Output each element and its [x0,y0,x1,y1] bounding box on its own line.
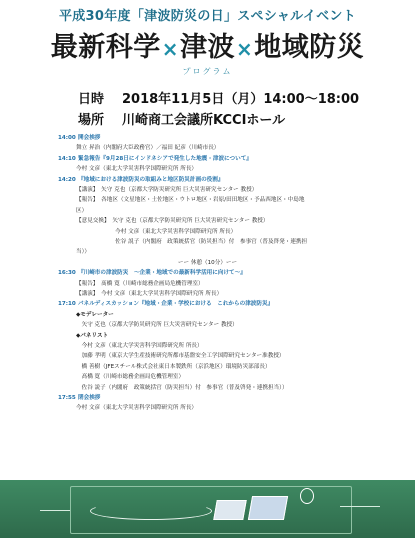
program-time: 17:55 [58,395,76,401]
program-row [76,311,114,320]
program-text: 今村 文彦（東北大学災害科学国際研究所 所長） [76,343,203,349]
program-text: ーー 休憩（10分）ーー [177,259,238,266]
tablet-device [213,500,247,520]
program-text: 【意見交換】 矢守 克也（京都大学防災研究所 巨大災害研究センター 教授） [76,218,269,225]
tablet-device [248,496,288,520]
program-row [76,321,238,330]
footer-illustration [0,480,415,538]
program-text: パネルディスカッション『地域・企業・学校における これからの津波防災』 [78,301,274,308]
program-text: 緊急報告『9月28日にインドネシアで発生した地震・津波について』 [78,155,252,162]
program-text: 佐谷 説子（内閣府 政策統括官（防災担当）付 参事官（普及啓発・連携担当）） [76,384,288,391]
header-subtitle: 平成30年度「津波防災の日」スペシャルイベント [58,9,357,24]
program-row [76,404,197,413]
program-row [0,259,415,268]
place-value: 川崎商工会議所KCCIホール [122,113,286,128]
program-row [76,248,90,257]
program-label: プログラム [182,67,233,76]
program-time: 14:10 [58,155,76,162]
program-text: 今村 文彦（東北大学災害科学国際研究所 所長） [76,166,198,173]
program-row [76,196,304,205]
program-row [76,207,87,216]
times-sign: × [236,37,254,61]
program-row [58,394,100,403]
program-row [76,280,204,289]
title-part-science: 最新科学 [50,32,161,63]
date-key: 日時 [78,92,105,107]
place-key: 場所 [78,113,105,128]
program-row [76,384,288,393]
program-row [58,269,246,278]
program-text: 『地域における津波防災の取組みと地区防災計画の役割』 [78,176,224,183]
program-row [76,290,222,299]
program-text: 髙橋 寛（川崎市総務企画局危機管理室） [76,374,185,381]
program-text: 【報告】 髙橋 寛（川崎市総務企画局危機管理室） [76,280,204,287]
program-time: 17:10 [58,301,76,308]
program-row [76,352,285,361]
program-text: 今村 文彦（東北大学災害科学国際研究所 所長） [76,228,237,235]
program-text: 【報告】 各地区（文星地区・土佐地区・ウトロ地区・岩原/田田地区・予品西地区・中島地 [76,197,305,204]
program-text: 【講演】 今村 文彦（東北大学災害科学国際研究所 所長） [76,291,223,297]
place-line [78,109,285,128]
program-row [76,217,269,226]
program-row [58,176,223,185]
program-text: 矢守 克也（京都大学防災研究所 巨大災害研究センター 教授） [76,322,238,329]
chalk-line [340,506,380,507]
date-line [78,88,359,107]
title-part-tsunami: 津波 [180,32,235,63]
program-row [76,373,184,382]
program-time: 14:20 [58,176,76,183]
program-row [76,342,203,351]
program-text: 開会挨拶 [78,135,101,141]
wave-drawing [90,502,212,520]
chalk-line [40,510,70,511]
program-row [58,134,100,143]
program-row [58,300,273,309]
program-text: 閉会挨拶 [78,395,101,401]
program-row [76,186,257,195]
program-text: ◆パネリスト [76,332,109,339]
program-text: 舞立 昇治（内閣府大臣政務官）／福田 紀彦（川崎市長） [76,145,220,152]
program-text: 加藤 孝明（東京大学生産技術研究所都市基盤安全工学国際研究センター准教授） [76,353,285,360]
program-text: 佐谷 説子（内閣府 政策統括官（防災担当）付 参事官（普及啓発・連携担 [76,239,308,245]
program-text: 今村 文彦（東北大学災害科学国際研究所 所長） [76,405,198,412]
program-text: 当）） [76,249,90,256]
program-row [76,238,307,247]
program-text: ◆モデレーター [76,311,114,318]
program-row [76,363,271,372]
program-text: 【講演】 矢守 克也（京都大学防災研究所 巨大災害研究センター 教授） [76,187,258,193]
title-part-community: 地域防災 [254,32,365,63]
program-row [76,144,219,153]
program-time: 16:30 [58,270,76,277]
program-text: 橋 善樹（JFEスチール株式会社東日本製鉄所（京浜地区）環境防災部部長） [76,363,271,370]
lightbulb-icon [300,488,314,504]
header-title [0,25,415,64]
program-row [58,155,252,164]
program-time: 14:00 [58,135,76,141]
program-text: 『川崎市の津波防災 〜企業・地域での最新科学活用に向けて〜』 [78,270,246,277]
program-row [76,332,108,341]
program-row [76,165,197,174]
program-row [76,228,236,237]
date-value: 2018年11月5日（月）14:00〜18:00 [122,92,360,107]
times-sign: × [161,37,179,61]
program-text: 区） [76,207,88,214]
